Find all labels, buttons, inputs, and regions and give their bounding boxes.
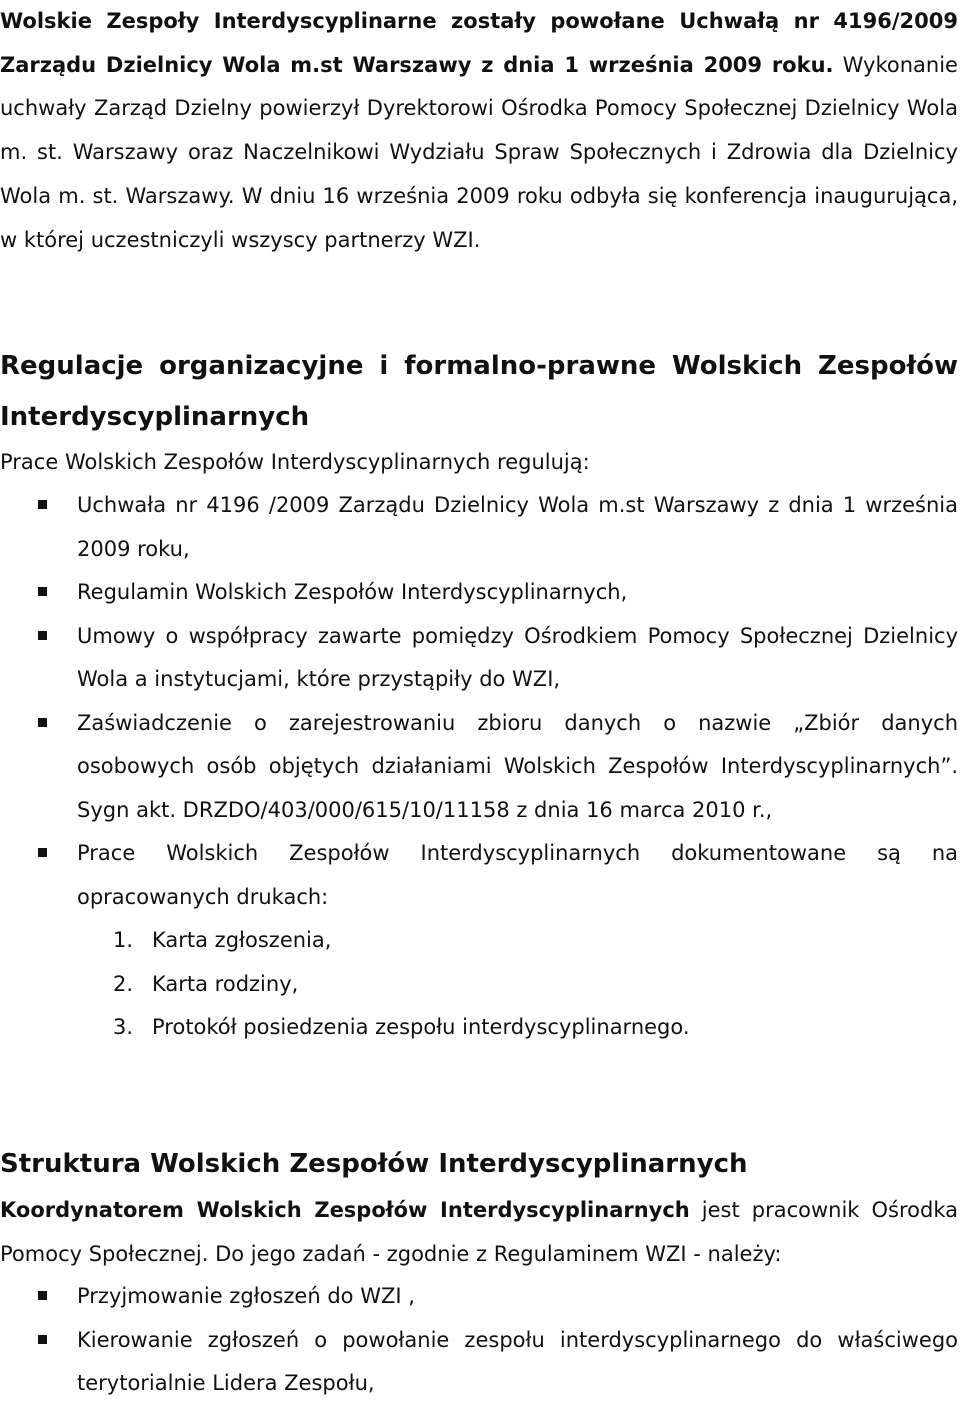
bullet-square-icon [38, 500, 47, 509]
list-item-text: Prace Wolskich Zespołów Interdyscyplinarnych dokumentowane są na opracowanych drukach: [77, 841, 958, 909]
list-item [0, 484, 958, 571]
list-item-text: Regulamin Wolskich Zespołów Interdyscyplinarnych, [77, 580, 628, 604]
list-item-text: Kierowanie zgłoszeń o powołanie zespołu interdyscyplinarnego do właściwego terytorialnie Lidera Zespołu, [77, 1327, 958, 1395]
list-item [0, 1319, 958, 1406]
forms-list [77, 919, 958, 1050]
bullet-square-icon [38, 718, 47, 727]
coordinator-tasks-list [0, 1275, 958, 1406]
list-item-text: Zaświadczenie o zarejestrowaniu zbioru danych o nazwie „Zbiór danych osobowych osób objętych działaniami Wolskich Zespołów Interdyscyplinarnych”. Sygn akt. DRZDO/403/000/615/10/11158 z dnia 16 marca 2010 r., [77, 710, 958, 822]
form-item [77, 963, 958, 1007]
bullet-square-icon [38, 848, 47, 857]
list-item [0, 832, 958, 1050]
form-item [77, 919, 958, 963]
form-item [77, 1006, 958, 1050]
list-item [0, 571, 958, 615]
coordinator-bold-lead: Koordynatorem Wolskich Zespołów Interdyscyplinarnych [0, 1198, 690, 1222]
bullet-square-icon [38, 1291, 47, 1300]
list-item-text: Przyjmowanie zgłoszeń do WZI , [77, 1284, 415, 1308]
regulations-lead: Prace Wolskich Zespołów Interdyscyplinarnych regulują: [0, 450, 590, 474]
form-item-number: 2. [113, 971, 134, 996]
form-item-text: Karta rodziny, [152, 971, 299, 996]
bullet-square-icon [38, 631, 47, 640]
list-item-text: Umowy o współpracy zawarte pomiędzy Ośrodkiem Pomocy Społecznej Dzielnicy Wola a instytucjami, które przystąpiły do WZI, [77, 623, 958, 691]
section-heading-structure: Struktura Wolskich Zespołów Interdyscyplinarnych [0, 1149, 748, 1179]
list-item [0, 1275, 958, 1319]
intro-bold-lead: Wolskie Zespoły Interdyscyplinarne zostały powołane Uchwałą nr 4196/2009 Zarządu Dzielnicy Wola m.st Warszawy z dnia 1 września 2009 roku. [0, 9, 958, 77]
list-item [0, 615, 958, 702]
form-item-text: Karta zgłoszenia, [152, 928, 332, 952]
coordinator-text: jest pracownik Ośrodka Pomocy Społecznej. Do jego zadań - zgodnie z Regulaminem WZI - należy: [0, 1198, 958, 1266]
list-item [0, 702, 958, 833]
form-item-number: 3. [113, 1015, 134, 1039]
intro-text: Wykonanie uchwały Zarząd Dzielny powierzył Dyrektorowi Ośrodka Pomocy Społecznej Dzielnicy Wola m. st. Warszawy oraz Naczelnikowi Wydziału Spraw Społecznych i Zdrowia dla Dzielnicy Wola m. st. Warszawy. W dniu 16 września 2009 roku odbyła się konferencja inaugurująca, w której uczestniczyli wszyscy partnerzy WZI. [0, 52, 958, 252]
section-heading-regulations: Regulacje organizacyjne i formalno-prawne Wolskich Zespołów Interdyscyplinarnych [0, 351, 958, 432]
form-item-text: Protokół posiedzenia zespołu interdyscyplinarnego. [152, 1015, 690, 1039]
bullet-square-icon [38, 587, 47, 596]
regulations-list [0, 484, 958, 1050]
coordinator-paragraph [0, 1189, 958, 1276]
form-item-number: 1. [113, 928, 134, 952]
bullet-square-icon [38, 1335, 47, 1344]
list-item-text: Uchwała nr 4196 /2009 Zarządu Dzielnicy Wola m.st Warszawy z dnia 1 września 2009 roku, [77, 493, 958, 561]
intro-paragraph [0, 0, 958, 262]
